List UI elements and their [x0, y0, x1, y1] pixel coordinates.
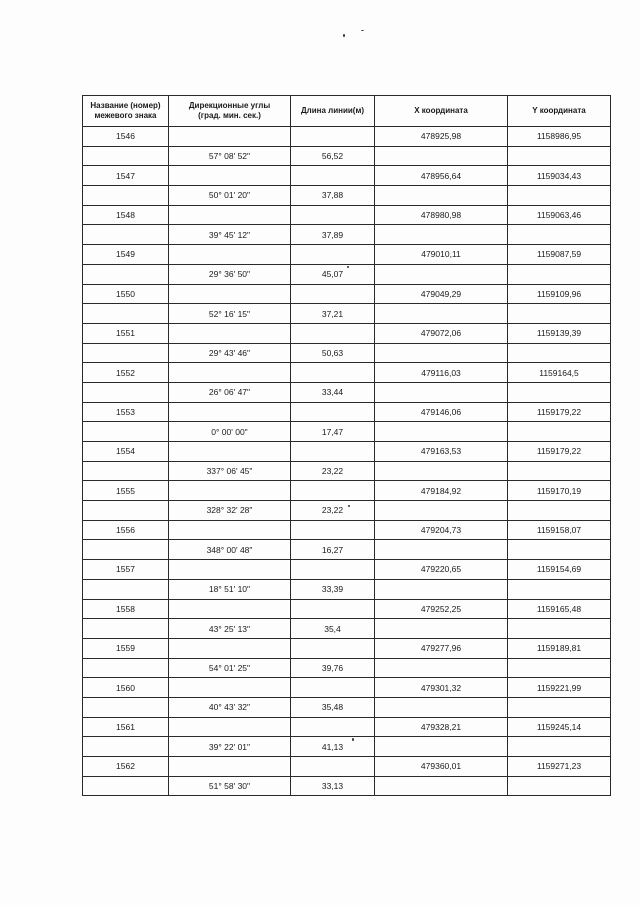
empty-name-cell: [83, 697, 169, 717]
mark-name-cell: 1548: [83, 205, 169, 225]
empty-x-cell: [375, 343, 508, 363]
empty-angle-cell: [169, 560, 291, 580]
empty-length-cell: [291, 245, 375, 265]
mark-name-cell: 1547: [83, 166, 169, 186]
empty-length-cell: [291, 560, 375, 580]
y-coordinate-cell: 1159139,39: [508, 323, 611, 343]
y-coordinate-cell: 1159221,99: [508, 678, 611, 698]
empty-angle-cell: [169, 678, 291, 698]
header-direction-angle: [169, 96, 291, 127]
y-coordinate-cell: 1159189,81: [508, 638, 611, 658]
y-coordinate-cell: 1159034,43: [508, 166, 611, 186]
header-line-length: Длина линии(м): [291, 96, 375, 127]
y-coordinate-cell: 1159179,22: [508, 442, 611, 462]
empty-angle-cell: [169, 323, 291, 343]
empty-x-cell: [375, 579, 508, 599]
mark-name-cell: 1557: [83, 560, 169, 580]
table-row-point: [83, 363, 611, 383]
table-row-segment: [83, 382, 611, 402]
header-mark-name-line1: Название (номер): [90, 101, 161, 110]
x-coordinate-cell: 479184,92: [375, 481, 508, 501]
empty-x-cell: [375, 737, 508, 757]
empty-name-cell: [83, 579, 169, 599]
table-row-point: [83, 284, 611, 304]
empty-x-cell: [375, 382, 508, 402]
table-row-segment: [83, 304, 611, 324]
line-length-cell: 37,89: [291, 225, 375, 245]
mark-name-cell: 1552: [83, 363, 169, 383]
empty-name-cell: [83, 540, 169, 560]
direction-angle-cell: 39° 22' 01": [169, 737, 291, 757]
table-row-point: [83, 481, 611, 501]
line-length-cell: 33,44: [291, 382, 375, 402]
empty-y-cell: [508, 737, 611, 757]
empty-y-cell: [508, 579, 611, 599]
x-coordinate-cell: 479163,53: [375, 442, 508, 462]
empty-angle-cell: [169, 481, 291, 501]
direction-angle-cell: 40° 43' 32": [169, 697, 291, 717]
empty-x-cell: [375, 146, 508, 166]
empty-y-cell: [508, 304, 611, 324]
line-length-cell: 37,88: [291, 186, 375, 206]
empty-name-cell: [83, 186, 169, 206]
line-length-cell: 45,07: [291, 264, 375, 284]
table-row-segment: [83, 540, 611, 560]
empty-length-cell: [291, 442, 375, 462]
empty-x-cell: [375, 619, 508, 639]
line-length-cell: 56,52: [291, 146, 375, 166]
empty-length-cell: [291, 481, 375, 501]
empty-y-cell: [508, 697, 611, 717]
empty-length-cell: [291, 127, 375, 147]
empty-name-cell: [83, 146, 169, 166]
direction-angle-cell: 57° 08' 52": [169, 146, 291, 166]
empty-angle-cell: [169, 245, 291, 265]
empty-angle-cell: [169, 717, 291, 737]
empty-x-cell: [375, 501, 508, 521]
mark-name-cell: 1550: [83, 284, 169, 304]
header-mark-name: [83, 96, 169, 127]
empty-y-cell: [508, 619, 611, 639]
empty-name-cell: [83, 264, 169, 284]
direction-angle-cell: 50° 01' 20": [169, 186, 291, 206]
table-row-segment: [83, 658, 611, 678]
direction-angle-cell: 51° 58' 30": [169, 776, 291, 796]
mark-name-cell: 1551: [83, 323, 169, 343]
empty-y-cell: [508, 461, 611, 481]
table-row-point: [83, 323, 611, 343]
line-length-cell: 33,13: [291, 776, 375, 796]
table-row-point: [83, 442, 611, 462]
y-coordinate-cell: 1158986,95: [508, 127, 611, 147]
empty-name-cell: [83, 776, 169, 796]
empty-y-cell: [508, 422, 611, 442]
table-row-segment: [83, 619, 611, 639]
empty-angle-cell: [169, 638, 291, 658]
empty-angle-cell: [169, 127, 291, 147]
empty-y-cell: [508, 776, 611, 796]
empty-y-cell: [508, 382, 611, 402]
direction-angle-cell: 337° 06' 45": [169, 461, 291, 481]
empty-angle-cell: [169, 166, 291, 186]
scan-speck: [361, 30, 364, 31]
mark-name-cell: 1555: [83, 481, 169, 501]
empty-length-cell: [291, 520, 375, 540]
x-coordinate-cell: 478925,98: [375, 127, 508, 147]
empty-name-cell: [83, 619, 169, 639]
header-angle-line2: (град. мин. сек.): [198, 111, 261, 120]
y-coordinate-cell: 1159154,69: [508, 560, 611, 580]
line-length-cell: 23,22: [291, 501, 375, 521]
table-row-point: [83, 717, 611, 737]
y-coordinate-cell: 1159109,96: [508, 284, 611, 304]
line-length-cell: 23,22: [291, 461, 375, 481]
table-row-segment: [83, 422, 611, 442]
table-row-segment: [83, 225, 611, 245]
x-coordinate-cell: 479204,73: [375, 520, 508, 540]
x-coordinate-cell: 479252,25: [375, 599, 508, 619]
empty-length-cell: [291, 757, 375, 777]
y-coordinate-cell: 1159271,23: [508, 757, 611, 777]
table-row-point: [83, 638, 611, 658]
line-length-cell: 33,39: [291, 579, 375, 599]
y-coordinate-cell: 1159245,14: [508, 717, 611, 737]
empty-name-cell: [83, 343, 169, 363]
empty-length-cell: [291, 166, 375, 186]
empty-x-cell: [375, 461, 508, 481]
boundary-marks-table: [82, 95, 611, 796]
empty-name-cell: [83, 658, 169, 678]
table-row-segment: [83, 461, 611, 481]
empty-name-cell: [83, 737, 169, 757]
header-angle-line1: Дирекционные углы: [188, 101, 271, 110]
empty-angle-cell: [169, 442, 291, 462]
x-coordinate-cell: 479010,11: [375, 245, 508, 265]
line-length-cell: 16,27: [291, 540, 375, 560]
empty-name-cell: [83, 225, 169, 245]
line-length-cell: 37,21: [291, 304, 375, 324]
empty-angle-cell: [169, 599, 291, 619]
direction-angle-cell: 52° 16' 15": [169, 304, 291, 324]
table-row-point: [83, 678, 611, 698]
empty-x-cell: [375, 540, 508, 560]
empty-x-cell: [375, 186, 508, 206]
empty-x-cell: [375, 304, 508, 324]
direction-angle-cell: 18° 51' 10": [169, 579, 291, 599]
empty-y-cell: [508, 343, 611, 363]
empty-length-cell: [291, 284, 375, 304]
empty-angle-cell: [169, 284, 291, 304]
x-coordinate-cell: 479301,32: [375, 678, 508, 698]
empty-length-cell: [291, 363, 375, 383]
table-row-point: [83, 599, 611, 619]
table-row-point: [83, 166, 611, 186]
empty-angle-cell: [169, 402, 291, 422]
empty-x-cell: [375, 658, 508, 678]
table-row-point: [83, 757, 611, 777]
x-coordinate-cell: 479328,21: [375, 717, 508, 737]
empty-x-cell: [375, 225, 508, 245]
line-length-cell: 39,76: [291, 658, 375, 678]
x-coordinate-cell: 479146,06: [375, 402, 508, 422]
empty-length-cell: [291, 717, 375, 737]
line-length-cell: 50,63: [291, 343, 375, 363]
direction-angle-cell: 43° 25' 13": [169, 619, 291, 639]
line-length-cell: 35,48: [291, 697, 375, 717]
mark-name-cell: 1561: [83, 717, 169, 737]
direction-angle-cell: 29° 43' 46": [169, 343, 291, 363]
empty-x-cell: [375, 697, 508, 717]
line-length-cell: 17,47: [291, 422, 375, 442]
x-coordinate-cell: 478956,64: [375, 166, 508, 186]
mark-name-cell: 1554: [83, 442, 169, 462]
header-mark-name-line2: межевого знака: [94, 111, 157, 120]
empty-y-cell: [508, 540, 611, 560]
empty-x-cell: [375, 264, 508, 284]
table-header-row: [83, 96, 611, 127]
empty-name-cell: [83, 382, 169, 402]
empty-angle-cell: [169, 520, 291, 540]
table-row-point: [83, 245, 611, 265]
table-row-segment: [83, 501, 611, 521]
empty-angle-cell: [169, 757, 291, 777]
mark-name-cell: 1562: [83, 757, 169, 777]
direction-angle-cell: 0° 00' 00": [169, 422, 291, 442]
empty-length-cell: [291, 402, 375, 422]
direction-angle-cell: 348° 00' 48": [169, 540, 291, 560]
empty-x-cell: [375, 776, 508, 796]
empty-y-cell: [508, 264, 611, 284]
direction-angle-cell: 328° 32' 28": [169, 501, 291, 521]
y-coordinate-cell: 1159170,19: [508, 481, 611, 501]
empty-x-cell: [375, 422, 508, 442]
y-coordinate-cell: 1159165,48: [508, 599, 611, 619]
mark-name-cell: 1558: [83, 599, 169, 619]
table-row-segment: [83, 776, 611, 796]
x-coordinate-cell: 479116,03: [375, 363, 508, 383]
table-body: [83, 127, 611, 796]
table-row-point: [83, 402, 611, 422]
empty-y-cell: [508, 658, 611, 678]
mark-name-cell: 1560: [83, 678, 169, 698]
x-coordinate-cell: 479049,29: [375, 284, 508, 304]
table-row-segment: [83, 579, 611, 599]
empty-name-cell: [83, 461, 169, 481]
table-row-segment: [83, 264, 611, 284]
empty-name-cell: [83, 501, 169, 521]
y-coordinate-cell: 1159164,5: [508, 363, 611, 383]
line-length-cell: 41,13: [291, 737, 375, 757]
mark-name-cell: 1553: [83, 402, 169, 422]
empty-y-cell: [508, 146, 611, 166]
mark-name-cell: 1556: [83, 520, 169, 540]
x-coordinate-cell: 479072,06: [375, 323, 508, 343]
y-coordinate-cell: 1159063,46: [508, 205, 611, 225]
y-coordinate-cell: 1159087,59: [508, 245, 611, 265]
table-row-segment: [83, 697, 611, 717]
table-row-segment: [83, 343, 611, 363]
x-coordinate-cell: 479277,96: [375, 638, 508, 658]
y-coordinate-cell: 1159179,22: [508, 402, 611, 422]
table-row-point: [83, 560, 611, 580]
empty-length-cell: [291, 205, 375, 225]
empty-length-cell: [291, 638, 375, 658]
empty-y-cell: [508, 501, 611, 521]
x-coordinate-cell: 479360,01: [375, 757, 508, 777]
direction-angle-cell: 39° 45' 12": [169, 225, 291, 245]
table-row-point: [83, 520, 611, 540]
empty-y-cell: [508, 186, 611, 206]
table-row-segment: [83, 146, 611, 166]
table-row-point: [83, 127, 611, 147]
mark-name-cell: 1559: [83, 638, 169, 658]
empty-length-cell: [291, 678, 375, 698]
header-x-coordinate: X координата: [375, 96, 508, 127]
x-coordinate-cell: 479220,65: [375, 560, 508, 580]
y-coordinate-cell: 1159158,07: [508, 520, 611, 540]
direction-angle-cell: 54° 01' 25": [169, 658, 291, 678]
empty-name-cell: [83, 304, 169, 324]
table-row-point: [83, 205, 611, 225]
line-length-cell: 35,4: [291, 619, 375, 639]
empty-angle-cell: [169, 205, 291, 225]
header-y-coordinate: Y координата: [508, 96, 611, 127]
scan-speck: [343, 34, 345, 37]
direction-angle-cell: 29° 36' 50": [169, 264, 291, 284]
table-row-segment: [83, 737, 611, 757]
empty-angle-cell: [169, 363, 291, 383]
empty-length-cell: [291, 323, 375, 343]
x-coordinate-cell: 478980,98: [375, 205, 508, 225]
empty-length-cell: [291, 599, 375, 619]
table-row-segment: [83, 186, 611, 206]
mark-name-cell: 1546: [83, 127, 169, 147]
empty-name-cell: [83, 422, 169, 442]
direction-angle-cell: 26° 06' 47": [169, 382, 291, 402]
empty-y-cell: [508, 225, 611, 245]
mark-name-cell: 1549: [83, 245, 169, 265]
